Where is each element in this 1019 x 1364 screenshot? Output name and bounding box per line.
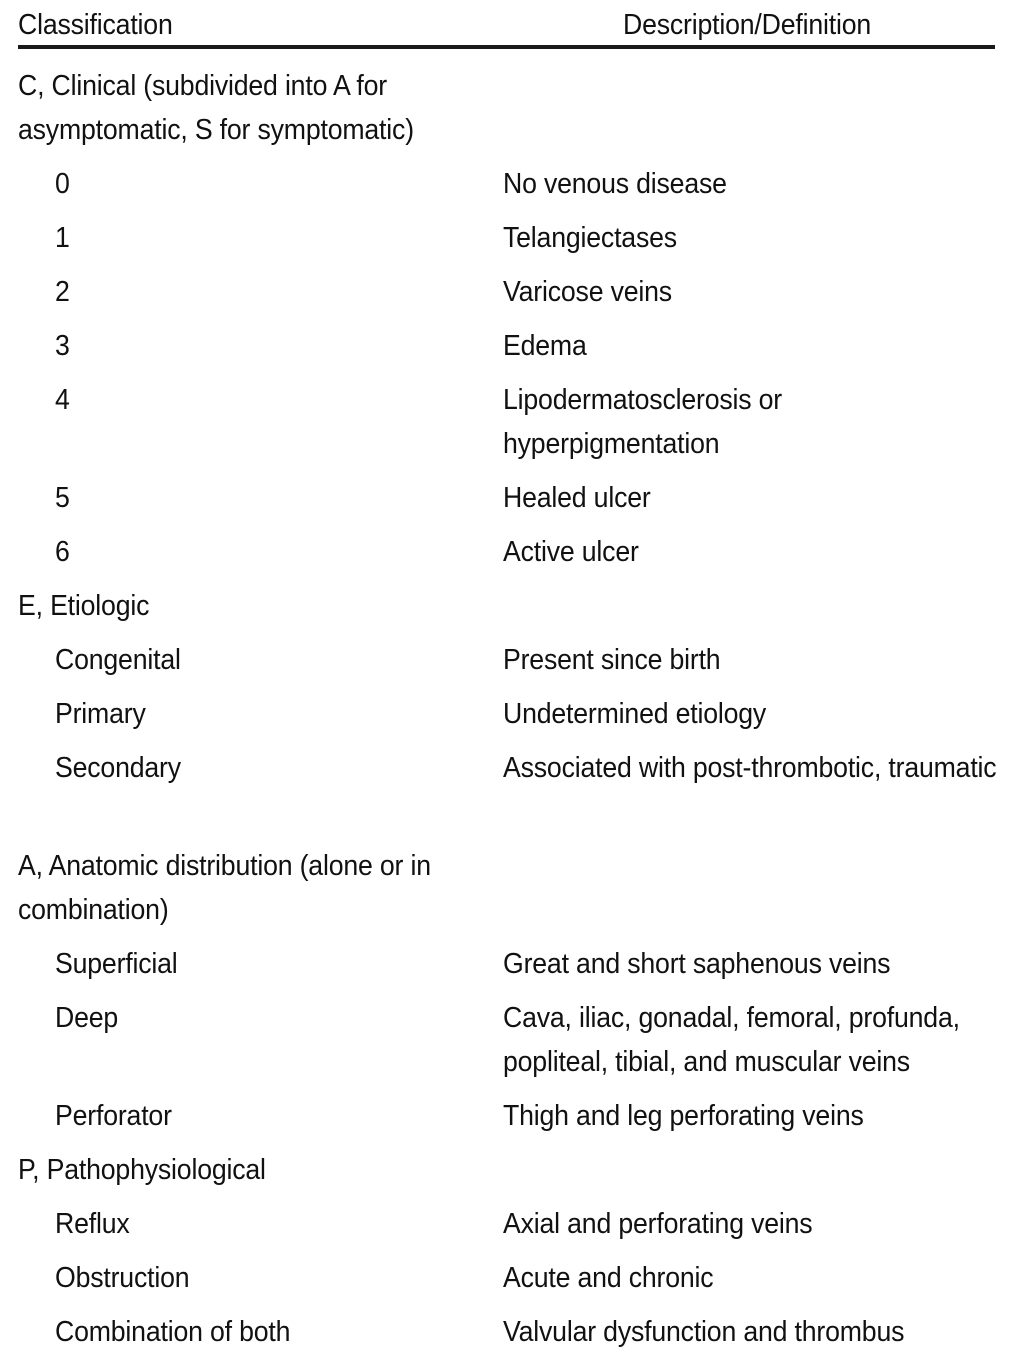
column-header-description: Description/Definition — [623, 9, 872, 41]
classification-section-label: A, Anatomic distribution (alone or in combination) — [18, 850, 431, 926]
table-row — [0, 270, 1019, 324]
classification-item-label: Congenital — [55, 644, 181, 676]
table-row — [0, 638, 1019, 692]
table-row — [0, 942, 1019, 996]
description-definition-text: Cava, iliac, gonadal, femoral, profunda, popliteal, tibial, and muscular veins — [503, 1002, 960, 1078]
classification-item-label: Perforator — [55, 1100, 172, 1132]
description-definition-text: Edema — [503, 330, 587, 362]
table-row — [0, 996, 1019, 1094]
description-definition-text: Valvular dysfunction and thrombus — [503, 1316, 905, 1348]
table-header — [0, 0, 1019, 48]
description-definition-text: Great and short saphenous veins — [503, 948, 891, 980]
description-definition-text: No venous disease — [503, 168, 727, 200]
classification-item-label: 4 — [55, 384, 70, 416]
table-row — [0, 584, 1019, 638]
table-body — [0, 48, 1019, 1364]
classification-section-label: E, Etiologic — [18, 590, 150, 622]
table-row — [0, 692, 1019, 746]
classification-item-label: Obstruction — [55, 1262, 190, 1294]
classification-section-label: C, Clinical (subdivided into A for asymptomatic, S for symptomatic) — [18, 70, 414, 146]
classification-item-label: Secondary — [55, 752, 181, 784]
table-row — [0, 1148, 1019, 1202]
classification-item-label: 0 — [55, 168, 70, 200]
table-row — [0, 844, 1019, 942]
classification-item-label: 2 — [55, 276, 70, 308]
description-definition-text: Active ulcer — [503, 536, 639, 568]
table-row — [0, 1094, 1019, 1148]
table-row — [0, 1202, 1019, 1256]
classification-item-label: Superficial — [55, 948, 178, 980]
description-definition-text: Thigh and leg perforating veins — [503, 1100, 864, 1132]
description-definition-text: Acute and chronic — [503, 1262, 714, 1294]
description-definition-text: Lipodermatosclerosis or hyperpigmentation — [503, 384, 783, 460]
description-definition-text: Associated with post-thrombotic, traumatic — [503, 752, 997, 784]
classification-section-label: P, Pathophysiological — [18, 1154, 266, 1186]
description-definition-text: Healed ulcer — [503, 482, 651, 514]
classification-item-label: 1 — [55, 222, 70, 254]
table-row — [0, 1310, 1019, 1364]
table-row — [0, 64, 1019, 162]
description-definition-text: Present since birth — [503, 644, 721, 676]
classification-item-label: 5 — [55, 482, 70, 514]
table-row — [0, 216, 1019, 270]
table-row — [0, 1256, 1019, 1310]
table-row — [0, 162, 1019, 216]
classification-item-label: 3 — [55, 330, 70, 362]
classification-item-label: Primary — [55, 698, 146, 730]
classification-item-label: Deep — [55, 1002, 119, 1034]
column-header-classification: Classification — [18, 9, 173, 41]
classification-item-label: Reflux — [55, 1208, 130, 1240]
table-row — [0, 530, 1019, 584]
table-row — [0, 476, 1019, 530]
table-row — [0, 378, 1019, 476]
table-row — [0, 746, 1019, 844]
description-definition-text: Telangiectases — [503, 222, 677, 254]
description-definition-text: Axial and perforating veins — [503, 1208, 813, 1240]
classification-item-label: Combination of both — [55, 1316, 291, 1348]
description-definition-text: Varicose veins — [503, 276, 672, 308]
description-definition-text: Undetermined etiology — [503, 698, 767, 730]
classification-item-label: 6 — [55, 536, 70, 568]
table-row — [0, 324, 1019, 378]
